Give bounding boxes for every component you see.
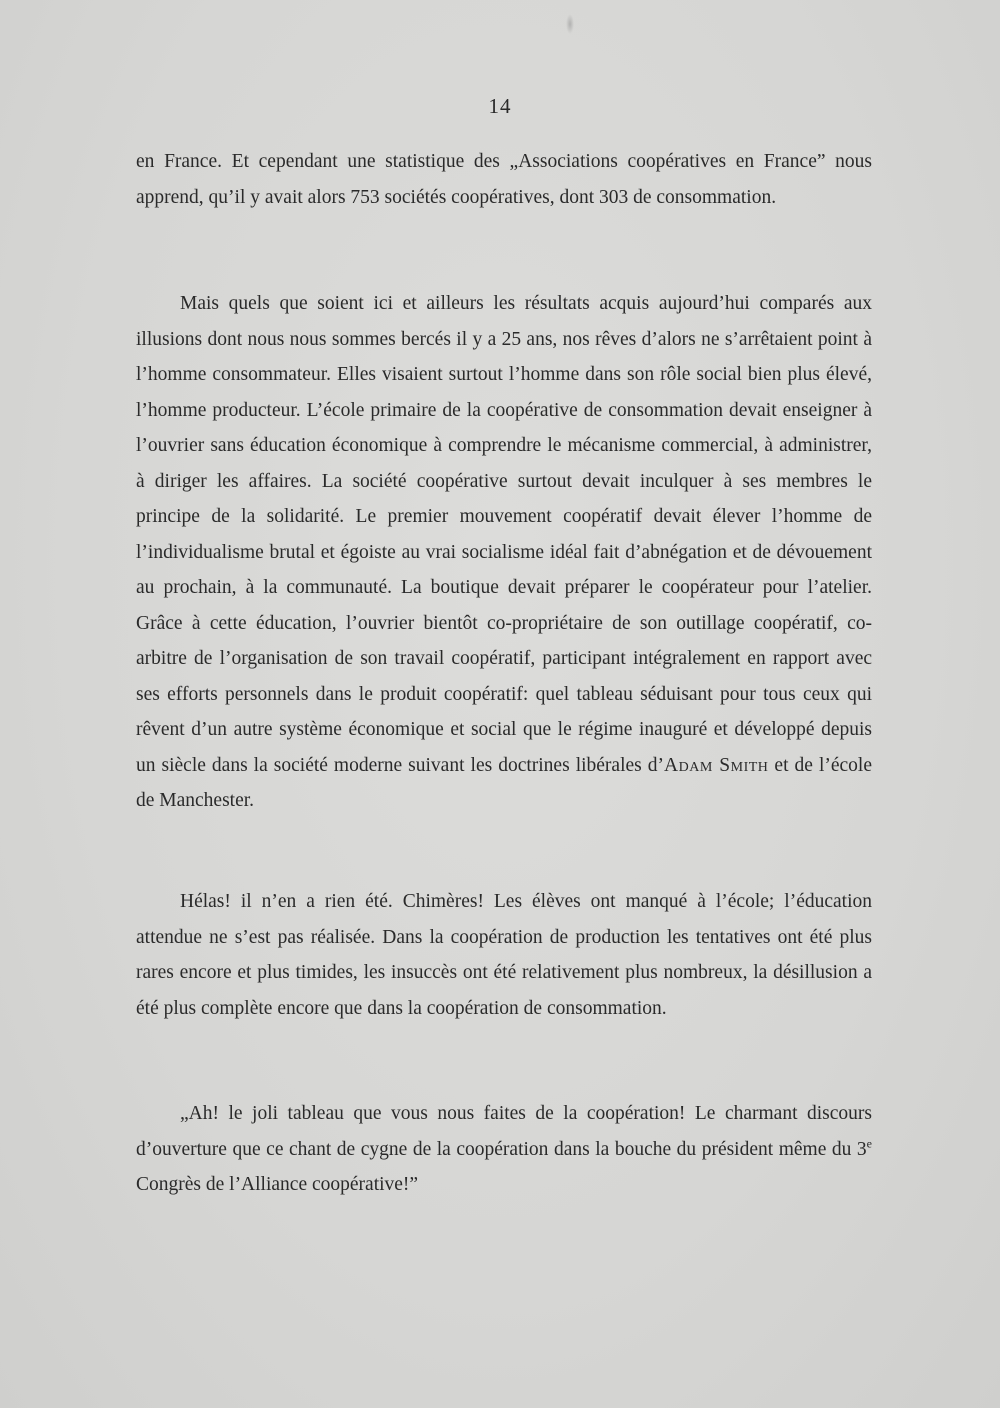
paragraph-quote	[136, 1096, 872, 1203]
paragraph-text-part: „Ah! le joli tableau que vous nous faites de la coopération! Le charmant discours d’ouverture que ce chant de cygne de la coopération dans la bouche du président même du 3	[136, 1103, 872, 1160]
paragraph-text	[136, 286, 872, 819]
paragraph-continuation	[136, 144, 872, 215]
paragraph-text	[136, 1096, 872, 1203]
paper-speck	[566, 14, 574, 34]
paragraph-text-part: et de l’école de Manchester.	[136, 754, 872, 811]
paragraph-disillusion	[136, 884, 872, 1026]
paragraph-text: Hélas! il n’en a rien été. Chimères! Les élèves ont manqué à l’école; l’éducation attendue ne s’est pas réalisée. Dans la coopération de production les tentatives ont été plus rares encore et plus timides, les insuccès ont été relativement plus nombreux, la désillusion a été plus complète encore que dans la coopération de consommation.	[136, 891, 872, 1019]
page-number: 14	[488, 94, 512, 118]
author-name: Adam Smith	[664, 754, 769, 776]
paragraph-text-part: Mais quels que soient ici et ailleurs les résultats acquis aujourd’hui comparés aux illusions dont nous nous sommes bercés il y a 25 ans, nos rêves d’alors ne s’arrêtaient point à l’homme consommateur. Elles visaient surtout l’homme dans son rôle social bien plus élevé, l’homme producteur. L’école primaire de la coopérative de consommation devait enseigner à l’ouvrier sans éducation économique à comprendre le mécanisme commercial, à administrer, à diriger les affaires. La société coopérative surtout devait inculquer à ses membres le principe de la solidarité. Le premier mouvement coopératif devait élever l’homme de l’individualisme brutal et égoiste au vrai socialisme idéal fait d’abnégation et de dévouement au prochain, à la communauté. La boutique devait préparer le coopérateur pour l’atelier. Grâce à cette éducation, l’ouvrier bientôt co-propriétaire de son outillage coopératif, co-arbitre de l’organisation de son travail coopératif, participant intégralement en rapport avec ses efforts personnels dans le produit coopératif: quel tableau séduisant pour tous ceux qui rêvent d’un autre système économique et social que le régime inauguré et développé depuis un siècle dans la société moderne suivant les doctrines libérales d’	[136, 293, 872, 776]
paragraph-text-part: Congrès de l’Alliance coopérative!”	[136, 1174, 419, 1195]
superscript: e	[866, 1136, 872, 1150]
paragraph-text: en France. Et cependant une statistique des „Associations coopératives en France” nous apprend, qu’il y avait alors 753 sociétés coopératives, dont 303 de consommation.	[136, 151, 872, 208]
paragraph-ideals	[136, 286, 872, 819]
